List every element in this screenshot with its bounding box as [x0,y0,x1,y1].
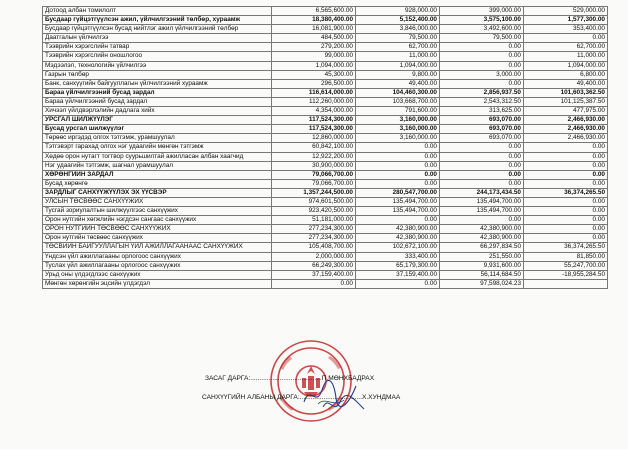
row-label-cell: Бусад урсгал шилжүүлэг [43,125,272,134]
table-row [43,16,608,25]
row-label-cell: Бусад хөрөнгө [43,179,272,188]
table-row [43,134,608,143]
approved-plan-cell: 4,354,000.00 [272,107,356,116]
performance-cell: 0.00 [440,152,524,161]
table-row [43,143,608,152]
table-row [43,225,608,234]
approved-plan-cell: 279,200.00 [272,43,356,52]
approved-plan-cell: 974,601,500.00 [272,197,356,206]
approved-plan-cell: 116,614,000.00 [272,88,356,97]
approved-plan-cell: 105,408,700.00 [272,243,356,252]
table-row [43,161,608,170]
difference-cell: 0.00 [524,152,608,161]
row-label-cell: Урьд оны үлдэгдлээс санхүүжих [43,270,272,279]
period-plan-cell: 0.00 [356,216,440,225]
performance-cell: 0.00 [440,179,524,188]
table-row [43,79,608,88]
row-label-cell: Туслах үйл ажиллагааны орлогоос санхүүжих [43,261,272,270]
difference-cell: 101,125,387.50 [524,97,608,106]
difference-cell: 2,466,930.00 [524,134,608,143]
table-row [43,179,608,188]
row-label-cell: УЛСЫН ТӨСВӨӨС САНХҮҮЖИХ [43,197,272,206]
approved-plan-cell: 117,524,300.00 [272,116,356,125]
difference-cell: 1,094,000.00 [524,61,608,70]
approved-plan-cell: 112,260,000.00 [272,97,356,106]
row-label-cell: Тээврийн хэрэгслийн татвар [43,43,272,52]
approved-plan-cell: 1,094,000.00 [272,61,356,70]
period-plan-cell: 104,460,300.00 [356,88,440,97]
approved-plan-cell: 923,420,500.00 [272,207,356,216]
approved-plan-cell: 79,066,700.00 [272,179,356,188]
budget-table-body [43,7,608,289]
performance-cell: 251,550.00 [440,252,524,261]
period-plan-cell: 49,400.00 [356,79,440,88]
performance-cell: 0.00 [440,79,524,88]
approved-plan-cell: 12,922,200.00 [272,152,356,161]
table-row [43,234,608,243]
row-label-cell: Хөдөө орон нутагт тогтвор суурьшилтай ажилласан албан хаагчид [43,152,272,161]
row-label-cell: Бусдаар гүйцэтгүүлсэн ажил, үйлчилгээний төлбөр, хураамж [43,16,272,25]
difference-cell: 477,975.00 [524,107,608,116]
difference-cell: 0.00 [524,161,608,170]
period-plan-cell: 5,152,400.00 [356,16,440,25]
table-row [43,116,608,125]
difference-cell: 0.00 [524,34,608,43]
table-row [43,88,608,97]
table-row [43,52,608,61]
approved-plan-cell: 6,565,600.00 [272,7,356,16]
performance-cell: 693,070.00 [440,134,524,143]
row-label-cell: Дотоод албан томилолт [43,7,272,16]
table-row [43,107,608,116]
performance-cell: 693,070.00 [440,116,524,125]
table-row [43,207,608,216]
period-plan-cell: 9,800.00 [356,70,440,79]
approved-plan-cell: 66,249,300.00 [272,261,356,270]
period-plan-cell: 135,494,700.00 [356,207,440,216]
period-plan-cell: 0.00 [356,179,440,188]
difference-cell: 0.00 [524,225,608,234]
difference-cell: 62,700.00 [524,43,608,52]
approved-plan-cell: 60,842,100.00 [272,143,356,152]
performance-cell: 244,173,434.50 [440,188,524,197]
row-label-cell: Бусдаар гүйцэтгүүлсэн бусад нийтлэг ажил үйлчилгээний төлбөр [43,25,272,34]
performance-cell: 0.00 [440,61,524,70]
approved-plan-cell: 1,357,244,500.00 [272,188,356,197]
performance-cell: 97,598,024.23 [440,279,524,288]
performance-cell: 399,000.00 [440,7,524,16]
table-row [43,216,608,225]
approved-plan-cell: 277,234,300.00 [272,225,356,234]
difference-cell: 353,400.00 [524,25,608,34]
approved-plan-cell: 12,860,000.00 [272,134,356,143]
governor-signature-line: ЗАСАГ ДАРГА:.......................................П.МӨНХБАДРАХ [205,375,375,382]
row-label-cell: Үндсэн үйл ажиллагааны орлогоос санхүүжих [43,252,272,261]
difference-cell: 36,374,265.50 [524,188,608,197]
performance-cell: 0.00 [440,52,524,61]
period-plan-cell: 3,160,000.00 [356,116,440,125]
period-plan-cell: 1,094,000.00 [356,61,440,70]
difference-cell: 6,800.00 [524,70,608,79]
row-label-cell: Даатгалын үйлчилгээ [43,34,272,43]
row-label-cell: ХӨРӨНГИЙН ЗАРДАЛ [43,170,272,179]
row-label-cell: Мэдээлэл, технологийн үйлчилгээ [43,61,272,70]
difference-cell: -18,955,284.50 [524,270,608,279]
budget-table [42,6,608,289]
performance-cell: 0.00 [440,161,524,170]
performance-cell: 313,625.00 [440,107,524,116]
approved-plan-cell: 484,500.00 [272,34,356,43]
table-row [43,243,608,252]
difference-cell: 49,400.00 [524,79,608,88]
row-label-cell: Тээврийн хэрэгслийн оношлогоо [43,52,272,61]
table-row [43,170,608,179]
performance-cell: 135,494,700.00 [440,197,524,206]
performance-cell: 42,380,900.00 [440,234,524,243]
period-plan-cell: 0.00 [356,152,440,161]
approved-plan-cell: 79,066,700.00 [272,170,356,179]
performance-cell: 3,492,600.00 [440,25,524,34]
performance-cell: 2,856,937.50 [440,88,524,97]
period-plan-cell: 280,547,700.00 [356,188,440,197]
performance-cell: 42,380,900.00 [440,225,524,234]
performance-cell: 3,000.00 [440,70,524,79]
performance-cell: 0.00 [440,170,524,179]
approved-plan-cell: 37,159,400.00 [272,270,356,279]
difference-cell: 2,466,930.00 [524,116,608,125]
row-label-cell: Мөнгөн хөрөнгийн эцсийн үлдэгдэл [43,279,272,288]
row-label-cell: ТӨСВИЙН БАЙГУУЛЛАГЫН ҮЙЛ АЖИЛЛАГААНААС САНХҮҮЖИХ [43,243,272,252]
performance-cell: 9,931,600.00 [440,261,524,270]
period-plan-cell: 65,179,300.00 [356,261,440,270]
period-plan-cell: 135,494,700.00 [356,197,440,206]
period-plan-cell: 3,846,000.00 [356,25,440,34]
table-row [43,261,608,270]
period-plan-cell: 928,000.00 [356,7,440,16]
table-row [43,252,608,261]
table-row [43,34,608,43]
period-plan-cell: 0.00 [356,161,440,170]
table-row [43,188,608,197]
row-label-cell: Бараа үйлчилгээний бусад зардал [43,88,272,97]
approved-plan-cell: 51,181,000.00 [272,216,356,225]
difference-cell: 36,374,265.50 [524,243,608,252]
period-plan-cell: 42,380,900.00 [356,234,440,243]
period-plan-cell: 103,668,700.00 [356,97,440,106]
period-plan-cell: 0.00 [356,279,440,288]
performance-cell: 693,070.00 [440,125,524,134]
period-plan-cell: 11,000.00 [356,52,440,61]
performance-cell: 0.00 [440,43,524,52]
difference-cell: 529,000.00 [524,7,608,16]
performance-cell: 79,500.00 [440,34,524,43]
row-label-cell: Нэг удаагийн тэтгэмж, шагнал урамшуулал [43,161,272,170]
table-row [43,7,608,16]
table-row [43,70,608,79]
period-plan-cell: 79,500.00 [356,34,440,43]
table-row [43,279,608,288]
finance-head-signature-line: САНХҮҮГИЙН АЛБАНЫ ДАРГА:..................................Х.ХУНДМАА [202,394,401,401]
period-plan-cell: 0.00 [356,143,440,152]
difference-cell: 0.00 [524,170,608,179]
approved-plan-cell: 45,300.00 [272,70,356,79]
approved-plan-cell: 30,900,000.00 [272,161,356,170]
approved-plan-cell: 117,524,300.00 [272,125,356,134]
period-plan-cell: 3,160,000.00 [356,134,440,143]
period-plan-cell: 0.00 [356,170,440,179]
period-plan-cell: 102,672,100.00 [356,243,440,252]
period-plan-cell: 333,400.00 [356,252,440,261]
difference-cell: 0.00 [524,234,608,243]
approved-plan-cell: 18,380,400.00 [272,16,356,25]
performance-cell: 0.00 [440,216,524,225]
table-row [43,270,608,279]
performance-cell: 135,494,700.00 [440,207,524,216]
row-label-cell: Орон нутгийн хөгжлийн нэгдсэн сангаас санхүүжих [43,216,272,225]
row-label-cell: Бараа үйлчилгээний бусад зардал [43,97,272,106]
performance-cell: 3,575,100.00 [440,16,524,25]
performance-cell: 66,297,834.50 [440,243,524,252]
period-plan-cell: 62,700.00 [356,43,440,52]
row-label-cell: ОРОН НУТГИЙН ТӨСВӨӨС САНХҮҮЖИХ [43,225,272,234]
table-row [43,43,608,52]
period-plan-cell: 42,380,900.00 [356,225,440,234]
difference-cell: 0.00 [524,179,608,188]
approved-plan-cell: 2,000,000.00 [272,252,356,261]
table-row [43,125,608,134]
difference-cell: 0.00 [524,143,608,152]
table-row [43,25,608,34]
row-label-cell: Тэтгэвэрт гарахад олгох нэг удаагийн мөнгөн тэтгэмж [43,143,272,152]
difference-cell: 1,577,300.00 [524,16,608,25]
period-plan-cell: 3,160,000.00 [356,125,440,134]
row-label-cell: Банк, санхүүгийн байгууллагын үйлчилгээний хураамж [43,79,272,88]
period-plan-cell: 791,600.00 [356,107,440,116]
difference-cell: 0.00 [524,197,608,206]
performance-cell: 56,114,684.50 [440,270,524,279]
row-label-cell: УРСГАЛ ШИЛЖҮҮЛЭГ [43,116,272,125]
row-label-cell: Хичээл үйлдвэрлэлийн дадлага хийх [43,107,272,116]
row-label-cell: Орон нутгийн төсвөөс санхүүжих [43,234,272,243]
performance-cell: 0.00 [440,143,524,152]
approved-plan-cell: 296,500.00 [272,79,356,88]
table-row [43,97,608,106]
row-label-cell: Тусгай зориулалтын шилжүүлгээс санхүүжих [43,207,272,216]
approved-plan-cell: 277,234,300.00 [272,234,356,243]
period-plan-cell: 37,159,400.00 [356,270,440,279]
difference-cell: 0.00 [524,207,608,216]
table-row [43,61,608,70]
table-row [43,152,608,161]
row-label-cell: ЗАРДЛЫГ САНХҮҮЖҮҮЛЭХ ЭХ ҮҮСВЭР [43,188,272,197]
difference-cell: 55,247,700.00 [524,261,608,270]
table-row [43,197,608,206]
approved-plan-cell: 99,000.00 [272,52,356,61]
difference-cell: 101,603,362.50 [524,88,608,97]
difference-cell: 0.00 [524,216,608,225]
approved-plan-cell: 0.00 [272,279,356,288]
approved-plan-cell: 16,081,900.00 [272,25,356,34]
difference-cell: 2,466,930.00 [524,125,608,134]
difference-cell [524,279,608,288]
difference-cell: 11,000.00 [524,52,608,61]
row-label-cell: Төрөөс иргэдэд олгох тэтгэмж, урамшуулал [43,134,272,143]
performance-cell: 2,543,312.50 [440,97,524,106]
row-label-cell: Газрын төлбөр [43,70,272,79]
difference-cell: 81,850.00 [524,252,608,261]
